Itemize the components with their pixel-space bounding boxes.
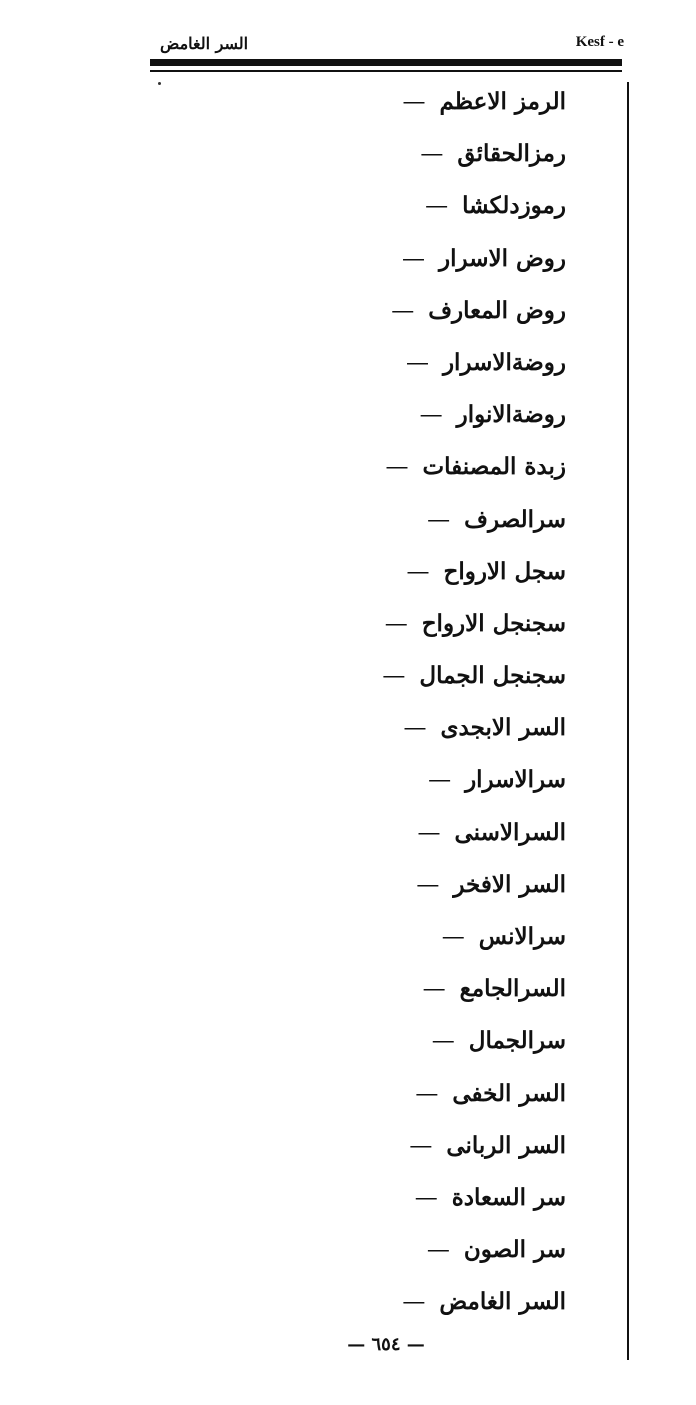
list-item [306,186,566,238]
entry-title: سرالانس [478,923,566,950]
entry-dash: — [422,976,446,1003]
list-item [306,1282,566,1334]
entry-list [306,82,566,1335]
entry-title: السر الخفى [452,1079,566,1107]
entry-dash: — [406,558,430,585]
entry-dash: — [416,871,440,898]
entry-title: السر الغامض [439,1288,566,1316]
entry-title: سجنجل الارواح [421,609,566,637]
list-item [306,760,566,812]
list-item [306,1230,566,1282]
running-header-title: السر الغامض [160,34,249,53]
entry-title: السر الافخر [453,870,566,898]
list-item [306,1021,566,1073]
list-item [306,969,566,1021]
entry-title: سجنجل الجمال [419,662,566,690]
margin-line [627,82,629,1360]
page-number: — ٦٥٤ — [347,1334,425,1355]
list-item [306,395,566,447]
entry-title: رمزالحقائق [457,140,566,168]
entry-dash: — [402,245,425,272]
entry-dash: — [409,1132,433,1159]
stray-mark [158,82,161,85]
list-item [306,500,566,552]
list-item [306,865,566,917]
entry-dash: — [431,1028,455,1055]
list-item [306,552,566,604]
entry-title: روض الاسرار [439,244,566,272]
running-header-code: Kesf - e [575,34,624,50]
list-item [306,1178,566,1230]
entry-title: سرالصرف [464,505,566,533]
entry-dash: — [414,1184,438,1211]
list-item [306,239,566,291]
entry-dash: — [420,141,444,168]
entry-dash: — [427,506,451,533]
entry-title: رموزدلكشا [462,192,566,220]
entry-title: زبدة المصنفات [422,453,566,481]
list-item [306,291,566,343]
entry-title: سر السعادة [451,1183,566,1211]
entry-title: روضةالانوار [456,401,566,429]
entry-title: سجل الارواح [443,557,566,585]
entry-dash: — [415,1080,439,1107]
entry-dash: — [417,819,441,846]
entry-dash: — [385,454,409,481]
entry-title: السر الربانى [446,1131,566,1159]
entry-dash: — [425,193,449,220]
list-item [306,656,566,708]
entry-dash: — [391,297,415,324]
entry-dash: — [403,715,427,742]
entry-dash: — [428,767,452,794]
entry-dash: — [382,663,406,690]
entry-dash: — [384,610,408,637]
entry-dash: — [405,349,429,376]
entry-dash: — [426,1237,450,1264]
entry-title: سر الصون [463,1236,566,1264]
list-item [306,343,566,395]
entry-title: روضةالاسرار [442,348,566,376]
entry-title: سرالجمال [468,1027,566,1055]
list-item [306,82,566,134]
list-item [306,604,566,656]
entry-dash: — [441,924,465,950]
list-item [306,708,566,760]
list-item [306,813,566,865]
entry-title: السر الابجدى [440,714,566,742]
entry-dash: — [402,1289,426,1316]
list-item [306,447,566,499]
header-rule-thick [150,59,622,66]
list-item [306,917,566,969]
list-item [306,1074,566,1126]
entry-title: روض المعارف [428,296,566,324]
header-rule-thin [150,70,622,72]
entry-title: سرالاسرار [465,766,566,794]
entry-title: السرالجامع [459,975,566,1003]
entry-title: السرالاسنى [454,818,566,846]
entry-dash: — [419,402,443,429]
entry-dash: — [402,89,426,115]
entry-title: الرمز الاعظم [439,88,566,115]
list-item [306,134,566,186]
list-item [306,1126,566,1178]
